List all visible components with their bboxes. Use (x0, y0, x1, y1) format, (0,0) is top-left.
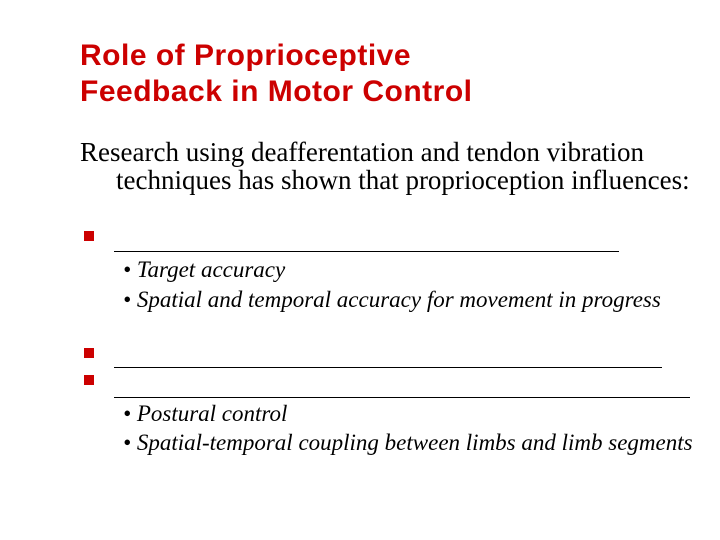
sub-item (123, 287, 718, 313)
sub-item (123, 430, 718, 456)
fill-in-blank-line (114, 251, 619, 252)
sub-bullet-marker: • (123, 257, 132, 282)
sub-item (123, 401, 287, 427)
intro-text: Research using deafferentation and tendon vibration techniques has shown that proprioception influences: (80, 137, 690, 195)
square-bullet-icon (84, 231, 94, 241)
slide-title-line-1: Role of Proprioceptive (80, 39, 412, 72)
fill-in-blank-line (114, 367, 662, 368)
slide-title (80, 38, 700, 110)
sub-item-text: Spatial and temporal accuracy for movement in progress (136, 287, 661, 312)
sub-item (123, 257, 285, 283)
sub-bullet-marker: • (123, 287, 132, 312)
sub-bullet-marker: • (123, 430, 132, 455)
square-bullet-icon (84, 348, 94, 358)
sub-item-text: Spatial-temporal coupling between limbs and limb segments (136, 430, 693, 455)
sub-item-text: Postural control (136, 401, 288, 426)
sub-bullet-marker: • (123, 401, 132, 426)
slide-title-line-2: Feedback in Motor Control (80, 75, 473, 108)
sub-item-text: Target accuracy (136, 257, 286, 282)
square-bullet-icon (84, 375, 94, 385)
fill-in-blank-line (114, 397, 690, 398)
